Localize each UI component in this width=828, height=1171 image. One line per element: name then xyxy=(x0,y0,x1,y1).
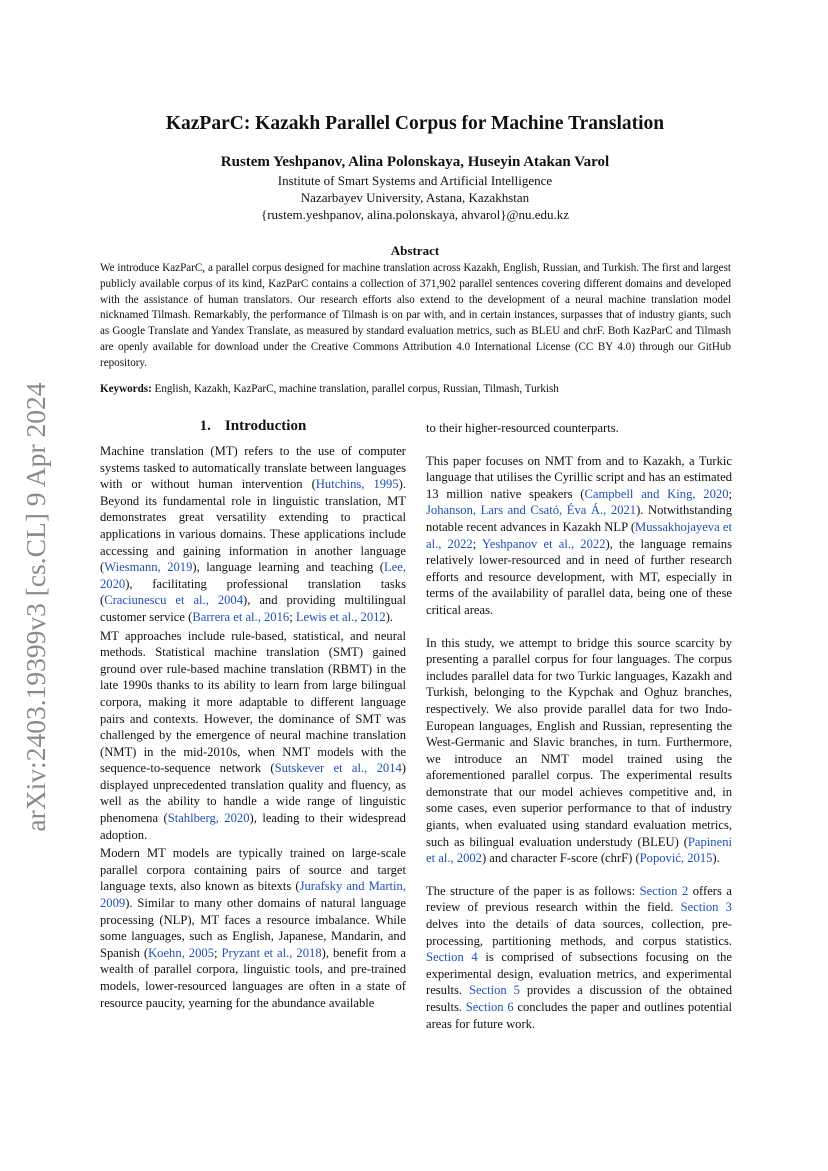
body-text: ). Beyond its fundamental role in linguistic translation, MT demonstrates great versatility extending to practical applications in various domains. These applications include accessing and gaining information in another language ( xyxy=(100,477,406,575)
abstract-text: We introduce KazParC, a parallel corpus designed for machine translation across Kazakh, English, Russian, and Turkish. The first and largest publicly available corpus of its kind, KazParC contains a collection of 371,902 parallel sentences covering different domains and developed with the assistance of human translators. Our research efforts also extend to the development of a neural machine translation model nicknamed Tilmash. Remarkably, the performance of Tilmash is on par with, and in certain instances, surpasses that of industry giants, such as Google Translate and Yandex Translate, as measured by standard evaluation metrics, such as BLEU and chrF. Both KazParC and Tilmash are openly available for download under the Creative Commons Attribution 4.0 International License (CC BY 4.0) through our GitHub repository. xyxy=(100,262,731,369)
body-text: ) and character F-score (chrF) ( xyxy=(481,851,640,866)
affiliation-institute: Institute of Smart Systems and Artificial Intelligence xyxy=(277,173,553,188)
body-text: ). xyxy=(712,851,720,866)
citation-link[interactable]: Pryzant et al., 2018 xyxy=(221,945,322,960)
citation-link[interactable]: Section 6 xyxy=(465,1000,514,1014)
body-text: This paper focuses on NMT from and to Kazakh, a Turkic language that utilises the Cyrillic script and has an estimated 13 million native speakers ( xyxy=(426,453,732,501)
body-text: In this study, we attempt to bridge this source scarcity by presenting a parallel corpus for four languages. The corpus includes parallel data for two Turkic languages, Kazakh and Turkish, belonging to the Kypchak and Oghuz branches, respectively. We also provide parallel data for two Indo-European languages, English and Russian, representing the West-Germanic and Slavic branches, in turn. Furthermore, we introduce an NMT model trained using the aforementioned parallel corpus. The experimental results demonstrate that our model achieves competitive and, in some cases, even superior performance to that of industry giants, when evaluated using standard evaluation metrics, such as bilingual evaluation understudy (BLEU) ( xyxy=(426,635,732,849)
paper-title: KazParC: Kazakh Parallel Corpus for Machine Translation xyxy=(165,113,665,134)
body-text: ; xyxy=(728,486,732,501)
left-column xyxy=(100,416,406,1011)
intro-paragraph-4 xyxy=(426,453,732,619)
citation-link[interactable]: Popović, 2015 xyxy=(639,851,713,866)
citation-link[interactable]: Stahlberg, 2020 xyxy=(167,811,250,826)
body-text: The structure of the paper is as follows: xyxy=(426,883,640,898)
citation-link[interactable]: Section 4 xyxy=(426,950,478,965)
citation-link[interactable]: Barrera et al., 2016 xyxy=(192,609,290,624)
citation-link[interactable]: Koehn, 2005 xyxy=(148,945,214,960)
body-text: ), the language remains relatively lower-resourced and in need of further research efforts and resource development, with MT, especially in terms of the availability of parallel data, being one of these critical areas. xyxy=(426,536,732,617)
citation-link[interactable]: Wiesmann, 2019 xyxy=(104,560,193,575)
arxiv-identifier-stamp xyxy=(16,376,56,838)
body-text: Machine translation (MT) refers to the use of computer systems tasked to automatically translate between languages with or without human intervention ( xyxy=(100,444,406,492)
body-text: is comprised of subsections focusing on the experimental design, evaluation metrics, and experimental results. xyxy=(426,950,732,998)
abstract-heading: Abstract xyxy=(390,243,440,258)
body-text: concludes the paper and outlines potential areas for future work. xyxy=(426,1000,732,1031)
body-text: ), facilitating professional translation tasks ( xyxy=(100,576,406,608)
body-text: ) displayed unprecedented translation quality and fluency, as well as the ability to handle a wide range of linguistic phenomena ( xyxy=(100,761,406,826)
section-number: 1. xyxy=(199,418,211,434)
intro-paragraph-3-continued xyxy=(426,420,732,437)
body-text: to their higher-resourced counterparts. xyxy=(426,421,619,435)
arxiv-identifier-text: arXiv:2403.19399v3 [cs.CL] 9 Apr 2024 xyxy=(20,382,51,832)
section-heading-introduction xyxy=(100,416,406,436)
affiliation-university: Nazarbayev University, Astana, Kazakhstan xyxy=(300,190,530,205)
body-text: ). xyxy=(385,609,394,624)
citation-link[interactable]: Hutchins, 1995 xyxy=(315,477,399,492)
citation-link[interactable]: Section 5 xyxy=(468,983,520,998)
citation-link[interactable]: Section 3 xyxy=(680,900,732,915)
citation-link[interactable]: Campbell and King, 2020 xyxy=(584,486,729,501)
intro-paragraph-2 xyxy=(100,628,406,844)
intro-paragraph-3 xyxy=(100,845,406,1011)
body-text: offers a review of previous research within the field. xyxy=(426,883,732,915)
section-title: Introduction xyxy=(224,418,307,434)
keywords-text: English, Kazakh, KazParC, machine translation, parallel corpus, Russian, Tilmash, Turkish xyxy=(154,383,559,395)
author-emails: {rustem.yeshpanov, alina.polonskaya, ahvarol}@nu.edu.kz xyxy=(260,207,570,222)
affiliation-block xyxy=(120,172,710,223)
author-list: Rustem Yeshpanov, Alina Polonskaya, Huseyin Atakan Varol xyxy=(220,154,610,170)
citation-link[interactable]: Lewis et al., 2012 xyxy=(295,609,386,624)
citation-link[interactable]: Craciunescu et al., 2004 xyxy=(104,593,244,608)
citation-link[interactable]: Sutskever et al., 2014 xyxy=(274,761,402,776)
right-column xyxy=(426,420,732,1032)
keywords-line xyxy=(100,382,731,397)
keywords-label: Keywords: xyxy=(100,383,152,395)
citation-link[interactable]: Yeshpanov et al., 2022 xyxy=(481,536,606,551)
intro-paragraph-6 xyxy=(426,883,732,1032)
citation-link[interactable]: Mussakhojayeva et al., 2022 xyxy=(426,519,732,551)
body-text: ), benefit from a wealth of parallel corpora, linguistic tools, and pre-trained models, lower-resourced languages are often in a state of resource paucity, yearning for the abundance available xyxy=(100,945,406,1010)
citation-link[interactable]: Lee, 2020 xyxy=(100,560,406,591)
body-text: ; xyxy=(289,609,296,624)
citation-link[interactable]: Jurafsky and Martin, 2009 xyxy=(100,879,406,911)
body-text: provides a discussion of the obtained results. xyxy=(426,983,732,1014)
citation-link[interactable]: Johanson, Lars and Csató, Éva Á., 2021 xyxy=(426,503,637,518)
citation-link[interactable]: Papineni et al., 2002 xyxy=(426,834,732,866)
body-text: ). Similar to many other domains of natural language processing (NLP), MT faces a resource imbalance. While some languages, such as English, Japanese, Mandarin, and Spanish ( xyxy=(100,896,406,960)
body-text: Modern MT models are typically trained on large-scale parallel corpora containing pairs of source and target language texts, also known as bitexts ( xyxy=(100,846,406,894)
intro-paragraph-1 xyxy=(100,443,406,626)
body-text: ; xyxy=(214,945,222,960)
body-text: ). Notwithstanding notable recent advances in Kazakh NLP ( xyxy=(426,503,732,534)
body-text: ), leading to their widespread adoption. xyxy=(100,811,406,842)
body-text: delves into the details of data sources, collection, pre-processing, partitioning methods, and corpus statistics. xyxy=(426,917,732,948)
body-text: MT approaches include rule-based, statistical, and neural methods. Statistical machine translation (SMT) gained ground over rule-based machine translation (RBMT) in the late 1990s thanks to its ability to learn from large bilingual corpora, making it more adaptable to different language pairs and contexts. However, the dominance of SMT was challenged by the emergence of neural machine translation (NMT) in the mid-2010s, when NMT models with the sequence-to-sequence network ( xyxy=(100,628,406,776)
citation-link[interactable]: Section 2 xyxy=(639,883,689,898)
body-text: ), language learning and teaching ( xyxy=(192,560,384,575)
body-text: ; xyxy=(472,536,482,551)
body-text: ), and providing multilingual customer service ( xyxy=(100,593,406,624)
intro-paragraph-5 xyxy=(426,635,732,867)
